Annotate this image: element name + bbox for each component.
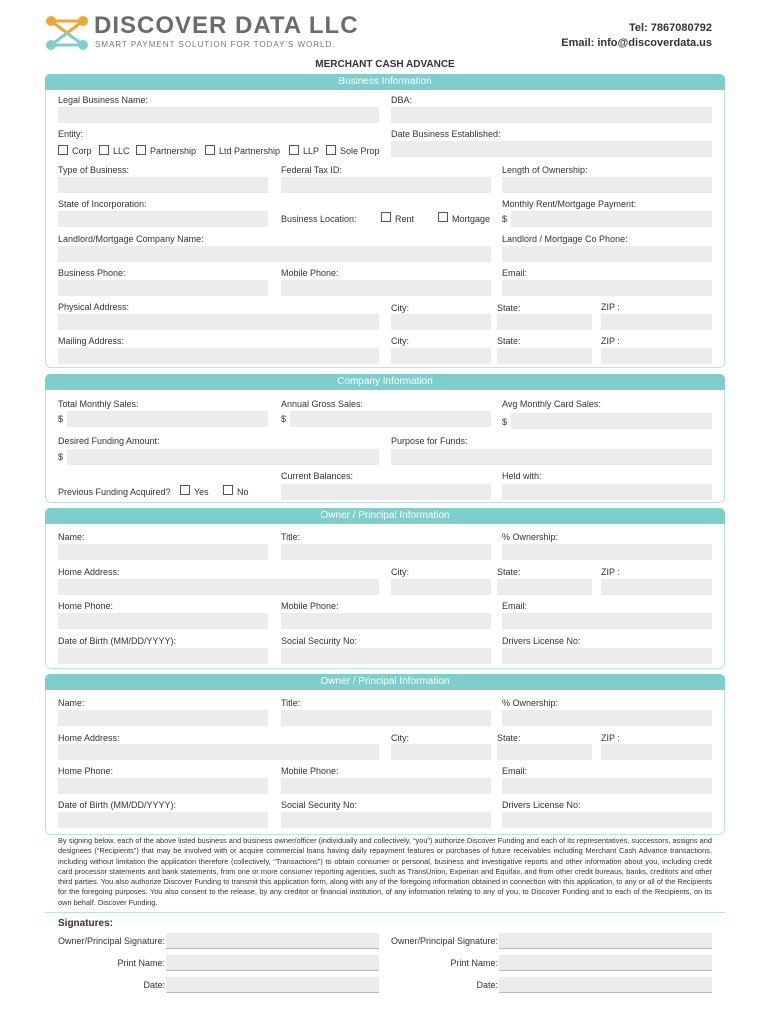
- owner1-email-label: Email:: [502, 601, 528, 611]
- sig2-date-field[interactable]: [499, 977, 712, 993]
- mailing-address-field[interactable]: [58, 348, 379, 364]
- owner2-license-label: Drivers License No:: [502, 800, 581, 810]
- federal-tax-field[interactable]: [281, 177, 491, 193]
- owner1-address-label: Home Address:: [58, 567, 120, 577]
- purpose-label: Purpose for Funds:: [391, 436, 468, 446]
- mailing-address-label: Mailing Address:: [58, 336, 125, 346]
- owner2-mobile-field[interactable]: [281, 778, 491, 794]
- sig1-date-label: Date:: [143, 980, 165, 990]
- dba-field[interactable]: [391, 107, 712, 123]
- previous-funding-no-checkbox[interactable]: [223, 485, 233, 495]
- total-sales-dollar: $: [58, 414, 64, 424]
- owner2-state-field[interactable]: [497, 744, 592, 760]
- ownership-length-field[interactable]: [502, 177, 712, 193]
- federal-tax-label: Federal Tax ID:: [281, 165, 342, 175]
- owner2-address-field[interactable]: [58, 744, 379, 760]
- owner1-home-phone-label: Home Phone:: [58, 601, 114, 611]
- company-tagline: SMART PAYMENT SOLUTION FOR TODAY'S WORLD.: [95, 40, 336, 49]
- owner2-address-label: Home Address:: [58, 733, 120, 743]
- entity-llc-checkbox[interactable]: [99, 145, 109, 155]
- owner2-zip-label: ZIP :: [601, 733, 620, 743]
- contact-phone: Tel: 7867080792: [629, 22, 712, 34]
- entity-llp-label: LLP: [303, 146, 320, 156]
- monthly-rent-field[interactable]: [511, 211, 712, 227]
- current-balances-label: Current Balances:: [281, 471, 354, 481]
- sig2-owner-label: Owner/Principal Signature:: [391, 936, 499, 946]
- owner2-ownership-label: % Ownership:: [502, 698, 559, 708]
- owner1-dob-label: Date of Birth (MM/DD/YYYY):: [58, 636, 177, 646]
- legal-name-label: Legal Business Name:: [58, 95, 149, 105]
- sig1-print-name-field[interactable]: [166, 955, 379, 971]
- owner1-license-label: Drivers License No:: [502, 636, 581, 646]
- logo-mark-icon: [44, 14, 90, 52]
- business-phone-label: Business Phone:: [58, 268, 126, 278]
- entity-corp-checkbox[interactable]: [58, 145, 68, 155]
- annual-sales-dollar: $: [281, 414, 287, 424]
- owner1-title-label: Title:: [281, 532, 301, 542]
- section-header-company: Company Information: [45, 374, 725, 390]
- section-header-business: Business Information: [45, 74, 725, 90]
- previous-funding-no-label: No: [237, 487, 249, 497]
- monthly-rent-dollar: $: [502, 214, 508, 224]
- owner1-city-label: City:: [391, 567, 409, 577]
- owner1-name-label: Name:: [58, 532, 85, 542]
- owner1-license-field[interactable]: [502, 648, 712, 664]
- annual-sales-label: Annual Gross Sales:: [281, 399, 364, 409]
- business-email-field[interactable]: [502, 280, 712, 296]
- page-title: MERCHANT CASH ADVANCE: [315, 59, 455, 70]
- owner1-name-field[interactable]: [58, 544, 268, 560]
- owner2-email-field[interactable]: [502, 778, 712, 794]
- authorization-text: By signing below, each of the above listed business and business owner/officer (individually and collectively, “you”) authorize Discover Funding and each of its representatives, successors, assigns and designees (“Recipients”) that may be involved with or acquire commercial loans having daily repayment features or purchases of future receivables including Merchant Cash Advance transactions, including without limitation the application therefore (collectively, “Transactions”) to obtain consumer or personal, business and investigative reports and other information about you, including credit card processor statements and bank statements, from one or more consumer reporting agencies, such as TransUnion, Experian and Equifax, and from other credit bureaus, banks, creditors and other third parties. You also authorize Discover Funding to transmit this application form, along with any of the foregoing information obtained in connection with this application, to any or all of the Recipients for the foregoing purposes. You also consent to the release, by any creditor or financial institution, of any information relating to any of you, to Discover Funding and to each of the Recipients, on its own behalf. Discover Funding.: [58, 836, 712, 907]
- owner1-ssn-field[interactable]: [281, 648, 491, 664]
- total-sales-field[interactable]: [67, 411, 268, 427]
- business-type-label: Type of Business:: [58, 165, 130, 175]
- signatures-heading: Signatures:: [58, 918, 114, 929]
- physical-state-label: State:: [497, 303, 521, 313]
- owner2-home-phone-label: Home Phone:: [58, 766, 114, 776]
- mailing-zip-field[interactable]: [601, 348, 712, 364]
- owner1-address-field[interactable]: [58, 579, 379, 595]
- owner1-mobile-label: Mobile Phone:: [281, 601, 339, 611]
- owner2-ownership-field[interactable]: [502, 710, 712, 726]
- physical-address-label: Physical Address:: [58, 302, 130, 312]
- owner2-email-label: Email:: [502, 766, 528, 776]
- entity-llp-checkbox[interactable]: [289, 145, 299, 155]
- sig2-date-label: Date:: [476, 980, 498, 990]
- total-sales-label: Total Monthly Sales:: [58, 399, 139, 409]
- physical-state-field[interactable]: [497, 314, 592, 330]
- held-with-label: Held with:: [502, 471, 542, 481]
- monthly-rent-label: Monthly Rent/Mortgage Payment:: [502, 199, 637, 209]
- owner1-state-label: State:: [497, 567, 521, 577]
- entity-ltd-partnership-label: Ltd Partnership: [219, 146, 281, 156]
- owner2-home-phone-field[interactable]: [58, 778, 268, 794]
- business-phone-field[interactable]: [58, 280, 268, 296]
- previous-funding-yes-checkbox[interactable]: [180, 485, 190, 495]
- legal-name-field[interactable]: [58, 107, 379, 123]
- owner2-title-field[interactable]: [281, 710, 491, 726]
- purpose-field[interactable]: [391, 449, 712, 465]
- state-incorporation-field[interactable]: [58, 211, 268, 227]
- desired-funding-field[interactable]: [67, 449, 379, 465]
- previous-funding-yes-label: Yes: [194, 487, 209, 497]
- logo: [44, 14, 90, 52]
- entity-corp-label: Corp: [72, 146, 92, 156]
- entity-partnership-checkbox[interactable]: [136, 145, 146, 155]
- held-with-field[interactable]: [502, 484, 712, 500]
- owner1-dob-field[interactable]: [58, 648, 268, 664]
- landlord-phone-label: Landlord / Mortgage Co Phone:: [502, 234, 628, 244]
- physical-zip-field[interactable]: [601, 314, 712, 330]
- sig1-print-name-label: Print Name:: [117, 958, 165, 968]
- owner2-city-field[interactable]: [391, 744, 491, 760]
- owner2-name-label: Name:: [58, 698, 85, 708]
- sig1-date-field[interactable]: [166, 977, 379, 993]
- owner1-city-field[interactable]: [391, 579, 491, 595]
- landlord-phone-field[interactable]: [502, 246, 712, 262]
- business-email-label: Email:: [502, 268, 528, 278]
- avg-card-dollar: $: [502, 417, 508, 427]
- owner1-zip-field[interactable]: [601, 579, 712, 595]
- date-established-label: Date Business Established:: [391, 129, 501, 139]
- physical-city-label: City:: [391, 303, 409, 313]
- mailing-zip-label: ZIP :: [601, 336, 620, 346]
- owner2-dob-field[interactable]: [58, 812, 268, 828]
- annual-sales-field[interactable]: [290, 411, 491, 427]
- entity-sole-prop-label: Sole Prop: [340, 146, 380, 156]
- owner1-home-phone-field[interactable]: [58, 613, 268, 629]
- sig1-owner-label: Owner/Principal Signature:: [58, 936, 166, 946]
- entity-llc-label: LLC: [113, 146, 130, 156]
- physical-zip-label: ZIP :: [601, 302, 620, 312]
- current-balances-field[interactable]: [281, 484, 491, 500]
- landlord-name-field[interactable]: [58, 246, 491, 262]
- mobile-phone-label: Mobile Phone:: [281, 268, 339, 278]
- date-established-field[interactable]: [391, 141, 712, 157]
- owner2-zip-field[interactable]: [601, 744, 712, 760]
- entity-ltd-partnership-checkbox[interactable]: [205, 145, 215, 155]
- location-mortgage-checkbox[interactable]: [438, 212, 448, 222]
- mailing-state-label: State:: [497, 336, 521, 346]
- owner2-dob-label: Date of Birth (MM/DD/YYYY):: [58, 800, 177, 810]
- owner1-title-field[interactable]: [281, 544, 491, 560]
- owner2-mobile-label: Mobile Phone:: [281, 766, 339, 776]
- landlord-name-label: Landlord/Mortgage Company Name:: [58, 234, 204, 244]
- sig2-print-name-field[interactable]: [499, 955, 712, 971]
- owner1-state-field[interactable]: [497, 579, 592, 595]
- mobile-phone-field[interactable]: [281, 280, 491, 296]
- mailing-city-label: City:: [391, 336, 409, 346]
- avg-card-label: Avg Monthly Card Sales:: [502, 399, 601, 409]
- physical-address-field[interactable]: [58, 314, 379, 330]
- owner1-mobile-field[interactable]: [281, 613, 491, 629]
- owner2-city-label: City:: [391, 733, 409, 743]
- location-rent-checkbox[interactable]: [381, 212, 391, 222]
- previous-funding-label: Previous Funding Acquired?: [58, 487, 171, 497]
- business-type-field[interactable]: [58, 177, 268, 193]
- contact-email: Email: info@discoverdata.us: [561, 37, 712, 49]
- section-header-owner-1: Owner / Principal Information: [45, 508, 725, 524]
- desired-funding-label: Desired Funding Amount:: [58, 436, 160, 446]
- owner1-ownership-field[interactable]: [502, 544, 712, 560]
- sig2-owner-field[interactable]: [499, 933, 712, 949]
- mailing-city-field[interactable]: [391, 348, 491, 364]
- business-location-label: Business Location:: [281, 214, 357, 224]
- signatures-divider: [45, 912, 725, 913]
- owner1-ownership-label: % Ownership:: [502, 532, 559, 542]
- desired-funding-dollar: $: [58, 452, 64, 462]
- owner2-ssn-field[interactable]: [281, 812, 491, 828]
- sig1-owner-field[interactable]: [166, 933, 379, 949]
- entity-label: Entity:: [58, 129, 84, 139]
- owner2-title-label: Title:: [281, 698, 301, 708]
- dba-label: DBA:: [391, 95, 413, 105]
- avg-card-field[interactable]: [511, 413, 712, 429]
- company-name: DISCOVER DATA LLC: [94, 12, 359, 39]
- section-header-owner-2: Owner / Principal Information: [45, 674, 725, 690]
- physical-city-field[interactable]: [391, 314, 491, 330]
- mailing-state-field[interactable]: [497, 348, 592, 364]
- entity-sole-prop-checkbox[interactable]: [326, 145, 336, 155]
- location-mortgage-label: Mortgage: [452, 214, 491, 224]
- entity-partnership-label: Partnership: [150, 146, 197, 156]
- state-incorporation-label: State of Incorporation:: [58, 199, 147, 209]
- ownership-length-label: Length of Ownership:: [502, 165, 588, 175]
- owner2-state-label: State:: [497, 733, 521, 743]
- owner1-email-field[interactable]: [502, 613, 712, 629]
- owner2-name-field[interactable]: [58, 710, 268, 726]
- sig2-print-name-label: Print Name:: [450, 958, 498, 968]
- location-rent-label: Rent: [395, 214, 415, 224]
- owner1-ssn-label: Social Security No:: [281, 636, 358, 646]
- owner2-license-field[interactable]: [502, 812, 712, 828]
- owner2-ssn-label: Social Security No:: [281, 800, 358, 810]
- owner1-zip-label: ZIP :: [601, 567, 620, 577]
